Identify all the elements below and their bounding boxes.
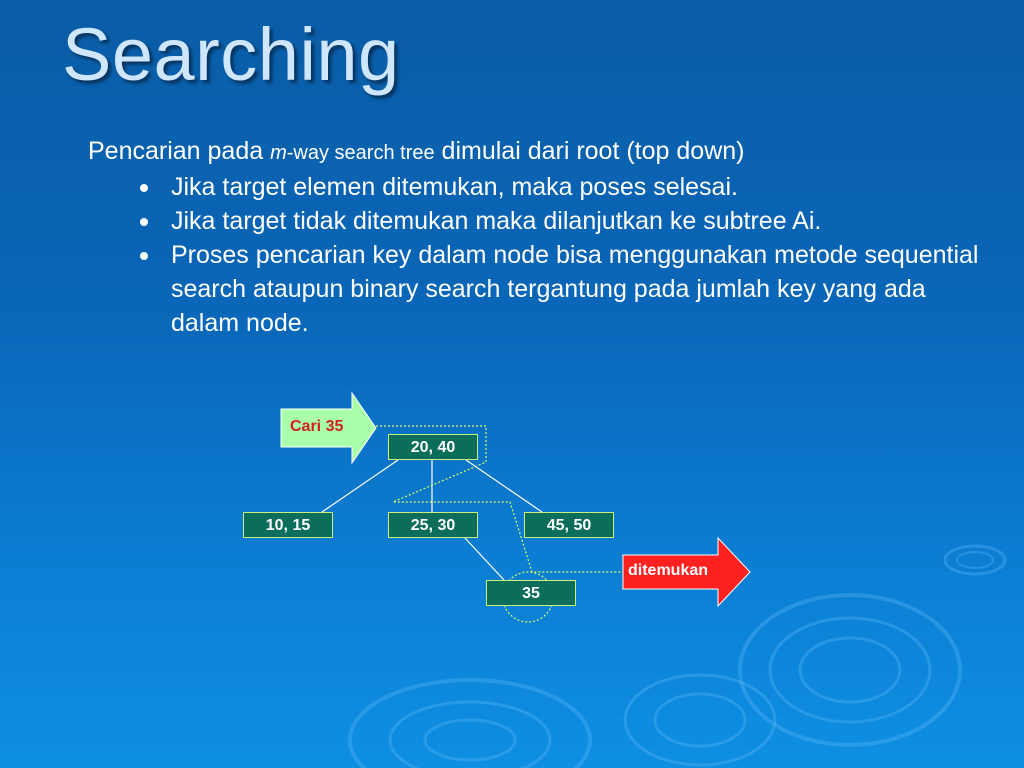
search-label: Cari 35 bbox=[290, 418, 344, 435]
bullet-text: Jika target tidak ditemukan maka dilanjutkan ke subtree Ai. bbox=[171, 207, 822, 235]
intro-before: Pencarian pada bbox=[88, 137, 271, 165]
found-label: ditemukan bbox=[628, 562, 709, 579]
intro-after: dimulai dari root (top down) bbox=[434, 137, 745, 165]
intro-term: -way search tree bbox=[286, 142, 435, 164]
intro-m: m bbox=[270, 142, 287, 164]
edge-root-left bbox=[322, 460, 398, 512]
bullet-text: Proses pencarian key dalam node bisa menggunakan metode sequential search ataupun binary search tergantung pada jumlah key yang ada dalam node. bbox=[171, 241, 979, 337]
slide-title: Searching bbox=[62, 13, 400, 96]
node-root: 20, 40 bbox=[388, 434, 478, 460]
node-middle: 25, 30 bbox=[388, 512, 478, 538]
node-leaf: 35 bbox=[486, 580, 576, 606]
node-left: 10, 15 bbox=[243, 512, 333, 538]
bullet-text: Jika target elemen ditemukan, maka poses selesai. bbox=[171, 173, 738, 201]
edge-middle-leaf bbox=[464, 537, 504, 580]
node-right: 45, 50 bbox=[524, 512, 614, 538]
edge-root-right bbox=[466, 460, 542, 512]
